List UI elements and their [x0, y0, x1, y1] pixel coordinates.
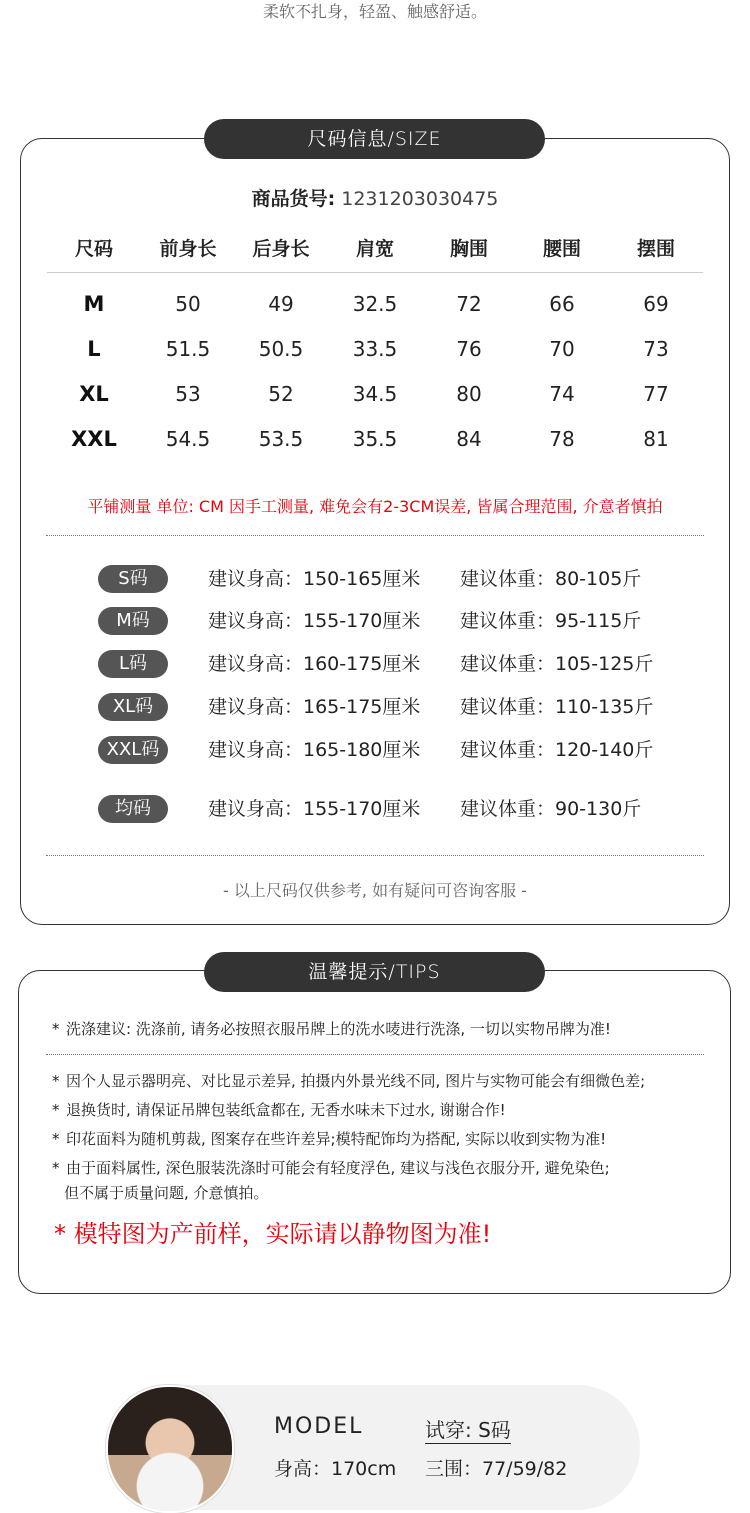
- size-recommendation-row: [96, 795, 696, 825]
- table-cell: 50: [175, 292, 201, 316]
- table-cell: 50.5: [258, 337, 304, 361]
- tip-text: 印花面料为随机剪裁, 图案存在些许差异;模特配饰均为搭配, 实际以收到实物为准!: [66, 1130, 607, 1148]
- header-back-length: 后身长: [252, 238, 310, 260]
- size-cell: L: [87, 337, 101, 361]
- size-cell: XL: [79, 382, 109, 406]
- tip-item: [52, 1157, 610, 1179]
- size-badge: L码: [98, 650, 168, 678]
- table-cell: 73: [643, 337, 669, 361]
- table-cell: 52: [268, 382, 294, 406]
- tip-text: 退换货时, 请保证吊牌包装纸盒都在, 无香水味未下过水, 谢谢合作!: [66, 1101, 506, 1119]
- table-cell: 70: [549, 337, 575, 361]
- size-badge: XXL码: [98, 736, 168, 764]
- size-recommendation-row: [96, 565, 696, 595]
- header-shoulder: 肩宽: [355, 238, 394, 260]
- tip-text: 由于面料属性, 深色服装洗涤时可能会有轻度浮色, 建议与浅色衣服分开, 避免染色;: [66, 1159, 610, 1177]
- size-cell: XXL: [71, 427, 117, 451]
- table-cell: 51.5: [165, 337, 211, 361]
- header-waist: 腰围: [542, 238, 581, 260]
- header-size: 尺码: [74, 238, 113, 260]
- dotted-divider: [46, 1054, 704, 1055]
- model-sample-notice: * 模特图为产前样，实际请以静物图为准!: [54, 1220, 492, 1248]
- dotted-divider: [46, 855, 704, 856]
- tip-item: [52, 1018, 611, 1040]
- tip-star: *: [52, 1072, 60, 1090]
- tip-text: 洗涤建议: 洗涤前, 请务必按照衣服吊牌上的洗水唛进行洗涤, 一切以实物吊牌为准!: [66, 1020, 611, 1038]
- table-cell: 49: [268, 292, 294, 316]
- recommended-height: 建议身高：160-175厘米: [208, 653, 421, 675]
- top-description: 柔软不扎身，轻盈、触感舒适。: [262, 2, 487, 21]
- table-cell: 78: [549, 427, 575, 451]
- recommended-height: 建议身高：165-180厘米: [208, 739, 421, 761]
- table-cell: 80: [456, 382, 482, 406]
- recommended-weight: 建议体重：110-135斤: [460, 696, 654, 718]
- size-badge: XL码: [98, 693, 168, 721]
- product-number-value: 1231203030475: [341, 188, 499, 210]
- tip-continuation: 但不属于质量问题, 介意慎拍。: [64, 1184, 269, 1202]
- table-cell: 84: [456, 427, 482, 451]
- tip-item: [52, 1099, 506, 1121]
- model-height: 身高：170cm: [274, 1458, 397, 1480]
- size-disclaimer: - 以上尺码仅供参考, 如有疑问可咨询客服 -: [223, 881, 527, 900]
- table-cell: 81: [643, 427, 669, 451]
- size-recommendation-row: [96, 650, 696, 680]
- header-divider: [47, 272, 703, 273]
- tip-item: [52, 1128, 606, 1150]
- tip-item: [52, 1070, 645, 1092]
- header-front-length: 前身长: [159, 238, 217, 260]
- dotted-divider: [46, 535, 704, 536]
- tip-star: *: [52, 1159, 60, 1177]
- table-cell: 53.5: [258, 427, 304, 451]
- model-trial-size: 试穿: S码: [425, 1414, 511, 1444]
- size-badge: 均码: [98, 795, 168, 823]
- product-number-label: 商品货号:: [251, 188, 336, 210]
- recommended-height: 建议身高：155-170厘米: [208, 610, 421, 632]
- table-cell: 53: [175, 382, 201, 406]
- table-cell: 54.5: [165, 427, 211, 451]
- tip-text: 因个人显示器明亮、对比显示差异, 拍摄内外景光线不同, 图片与实物可能会有细微色差;: [66, 1072, 646, 1090]
- model-avatar: [106, 1385, 234, 1513]
- recommended-weight: 建议体重：80-105斤: [460, 568, 642, 590]
- tips-section-title: 温馨提示/TIPS: [204, 952, 545, 992]
- table-cell: 66: [549, 292, 575, 316]
- recommended-weight: 建议体重：95-115斤: [460, 610, 642, 632]
- recommended-weight: 建议体重：105-125斤: [460, 653, 654, 675]
- size-badge: M码: [98, 607, 168, 635]
- model-measurements: 三围：77/59/82: [425, 1458, 568, 1480]
- size-recommendation-row: [96, 607, 696, 637]
- table-cell: 33.5: [352, 337, 398, 361]
- product-number: [0, 184, 750, 211]
- size-cell: M: [83, 292, 105, 316]
- tip-star: *: [52, 1101, 60, 1119]
- table-cell: 34.5: [352, 382, 398, 406]
- table-cell: 76: [456, 337, 482, 361]
- size-recommendation-row: [96, 693, 696, 723]
- size-badge: S码: [98, 565, 168, 593]
- table-cell: 77: [643, 382, 669, 406]
- tip-star: *: [52, 1130, 60, 1148]
- header-chest: 胸围: [449, 238, 488, 260]
- table-cell: 74: [549, 382, 575, 406]
- table-cell: 72: [456, 292, 482, 316]
- measurement-note: 平铺测量 单位: CM 因手工测量, 难免会有2-3CM误差, 皆属合理范围, 介意者慎拍: [87, 497, 663, 516]
- header-hem: 摆围: [636, 238, 675, 260]
- recommended-weight: 建议体重：120-140斤: [460, 739, 654, 761]
- size-section-title: 尺码信息/SIZE: [204, 119, 545, 159]
- tip-star: *: [52, 1020, 60, 1038]
- recommended-height: 建议身高：165-175厘米: [208, 696, 421, 718]
- table-cell: 32.5: [352, 292, 398, 316]
- table-cell: 69: [643, 292, 669, 316]
- recommended-weight: 建议体重：90-130斤: [460, 798, 642, 820]
- table-cell: 35.5: [352, 427, 398, 451]
- model-title: MODEL: [274, 1414, 364, 1439]
- recommended-height: 建议身高：150-165厘米: [208, 568, 421, 590]
- recommended-height: 建议身高：155-170厘米: [208, 798, 421, 820]
- size-recommendation-row: [96, 736, 696, 766]
